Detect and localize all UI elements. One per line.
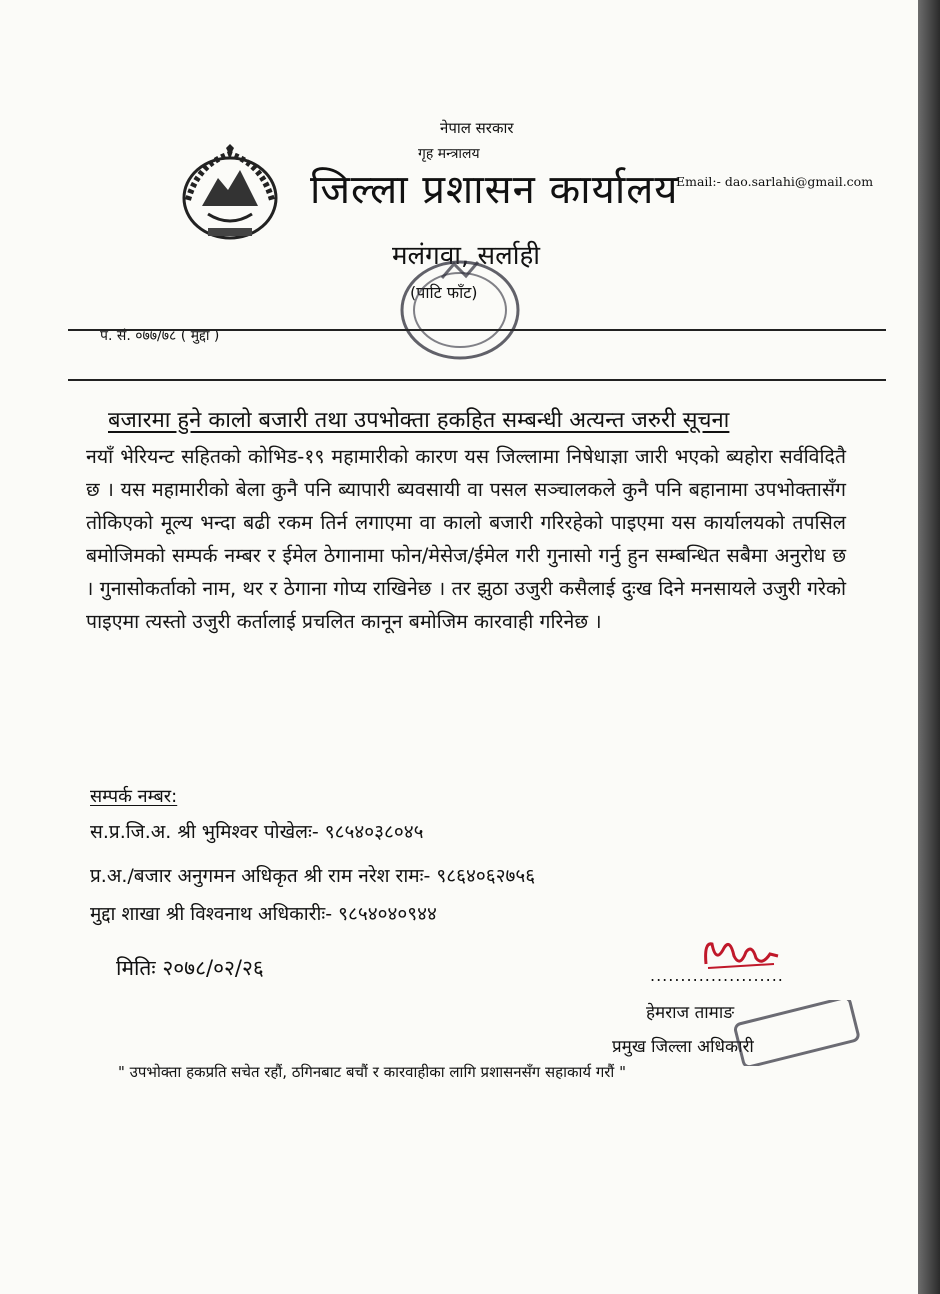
contact-line: प्र.अ./बजार अनुगमन अधिकृत श्री राम नरेश रामः- ९८६४०६२७५६: [90, 865, 536, 887]
header-divider-top: [68, 329, 886, 331]
contact-line: स.प्र.जि.अ. श्री भुमिश्वर पोखेलः- ९८५४०३८०४५: [90, 821, 424, 843]
signatory-title: प्रमुख जिल्ला अधिकारी: [612, 1037, 754, 1057]
contact-line: मुद्दा शाखा श्री विश्वनाथ अधिकारीः- ९८५४०४०९४४: [90, 903, 437, 925]
ministry-name: गृह मन्त्रालय: [418, 146, 480, 162]
office-email: Email:- dao.sarlahi@gmail.com: [676, 174, 874, 189]
office-sub-location: (पाटि फाँट): [410, 283, 478, 302]
scan-edge: [918, 0, 940, 1294]
office-location: मलंगवा, सर्लाही: [392, 241, 541, 271]
reference-number: प. सं. ०७७/७८ ( मुद्दा ): [100, 328, 220, 344]
contacts-heading: सम्पर्क नम्बर:: [90, 786, 178, 807]
government-name: नेपाल सरकार: [440, 119, 514, 137]
signatory-stamp-icon: [732, 1000, 864, 1066]
notice-slogan: " उपभोक्ता हकप्रति सचेत रहौं, ठगिनबाट बचौं र कारवाहीका लागि प्रशासनसँग सहाकार्य गरौं ": [118, 1063, 626, 1081]
notice-date: मितिः २०७८/०२/२६: [116, 956, 264, 980]
nepal-emblem-icon: [178, 144, 282, 244]
header-divider-bottom: [68, 379, 886, 381]
office-stamp-icon: [388, 250, 530, 368]
notice-heading: बजारमा हुने कालो बजारी तथा उपभोक्ता हकहित सम्बन्धी अत्यन्त जरुरी सूचना: [108, 408, 730, 433]
office-title: जिल्ला प्रशासन कार्यालय: [310, 167, 679, 213]
signature-line: ......................: [650, 966, 784, 985]
signatory-name: हेमराज तामाङ: [646, 1003, 735, 1023]
notice-body: नयाँ भेरियन्ट सहितको कोभिड-१९ महामारीको कारण यस जिल्लामा निषेधाज्ञा जारी भएको ब्यहोरा सर्वविदितै छ । यस महामारीको बेला कुनै पनि ब्यापारी ब्यवसायी वा पसल सञ्चालकले कुनै पनि बहानामा उपभोक्तासँग तोकिएको मूल्य भन्दा बढी रकम तिर्न लगाएमा वा कालो बजारी गरिरहेको पाइएमा यस कार्यालयको तपसिल बमोजिमको सम्पर्क नम्बर र ईमेल ठेगानामा फोन/मेसेज/ईमेल गरी गुनासो गर्नु हुन सम्बन्धित सबैमा अनुरोध छ । गुनासोकर्ताको नाम, थर र ठेगाना गोप्य राखिनेछ । तर झुठा उजुरी कसैलाई दुःख दिने मनसायले उजुरी गरेको पाइएमा त्यस्तो उजुरी कर्तालाई प्रचलित कानून बमोजिम कारवाही गरिनेछ ।: [86, 445, 846, 633]
